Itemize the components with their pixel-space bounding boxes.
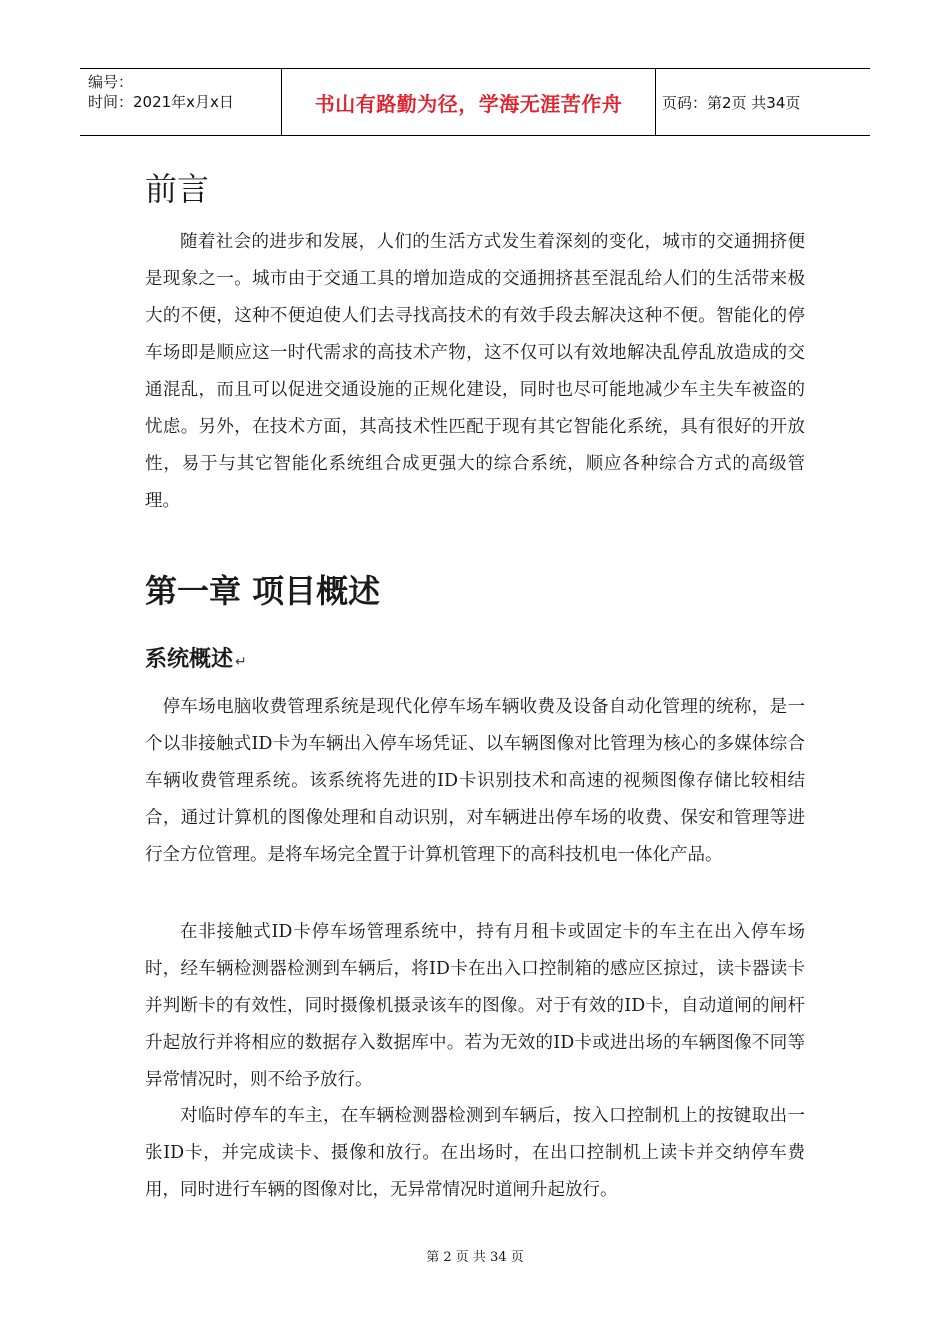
section-title-text: 系统概述 (145, 647, 234, 672)
header-motto-cell (282, 69, 656, 135)
page-header (80, 68, 870, 136)
overview-paragraph-1: 停车场电脑收费管理系统是现代化停车场车辆收费及设备自动化管理的统称，是一个以非接触式ID卡为车辆出入停车场凭证、以车辆图像对比管理为核心的多媒体综合车辆收费管理系统。该系统将先进的ID卡识别技术和高速的视频图像存储比较相结合，通过计算机的图像处理和自动识别，对车辆进出停车场的收费、保安和管理等进行全方位管理。是将车场完全置于计算机管理下的高科技机电一体化产品。 (145, 697, 805, 865)
chapter-title: 第一章 项目概述 (145, 572, 381, 610)
header-page-cell (656, 69, 870, 135)
section-title (145, 642, 247, 673)
page-footer: 第 2 页 共 34 页 (426, 1250, 524, 1265)
preface-title: 前言 (145, 170, 210, 208)
header-page-info: 页码：第2页 共34页 (662, 93, 801, 112)
paragraph-mark-icon: ↵ (235, 654, 247, 670)
overview-paragraph-3: 对临时停车的车主，在车辆检测器检测到车辆后，按入口控制机上的按键取出一张ID卡，并完成读卡、摄像和放行。在出场时，在出口控制机上读卡并交纳停车费用，同时进行车辆的图像对比，无异常情况时道闸升起放行。 (145, 1106, 805, 1200)
header-motto: 书山有路勤为径，学海无涯苦作舟 (314, 91, 623, 116)
document-date: 时间：2021年x月x日 (88, 93, 234, 111)
preface-paragraph: 随着社会的进步和发展，人们的生活方式发生着深刻的变化，城市的交通拥挤便是现象之一。城市由于交通工具的增加造成的交通拥挤甚至混乱给人们的生活带来极大的不便，这种不便迫使人们去寻找高技术的有效手段去解决这种不便。智能化的停车场即是顺应这一时代需求的高技术产物，这不仅可以有效地解决乱停乱放造成的交通混乱，而且可以促进交通设施的正规化建设，同时也尽可能地减少车主失车被盗的忧虑。另外，在技术方面，其高技术性匹配于现有其它智能化系统，具有很好的开放性，易于与其它智能化系统组合成更强大的综合系统，顺应各种综合方式的高级管理。 (145, 232, 805, 511)
overview-paragraph-2: 在非接触式ID卡停车场管理系统中，持有月租卡或固定卡的车主在出入停车场时，经车辆检测器检测到车辆后，将ID卡在出入口控制箱的感应区掠过，读卡器读卡并判断卡的有效性，同时摄像机摄录该车的图像。对于有效的ID卡，自动道闸的闸杆升起放行并将相应的数据存入数据库中。若为无效的ID卡或进出场的车辆图像不同等异常情况时，则不给予放行。 (145, 922, 805, 1090)
header-meta-cell (80, 69, 282, 135)
document-number-label: 编号： (88, 73, 134, 91)
